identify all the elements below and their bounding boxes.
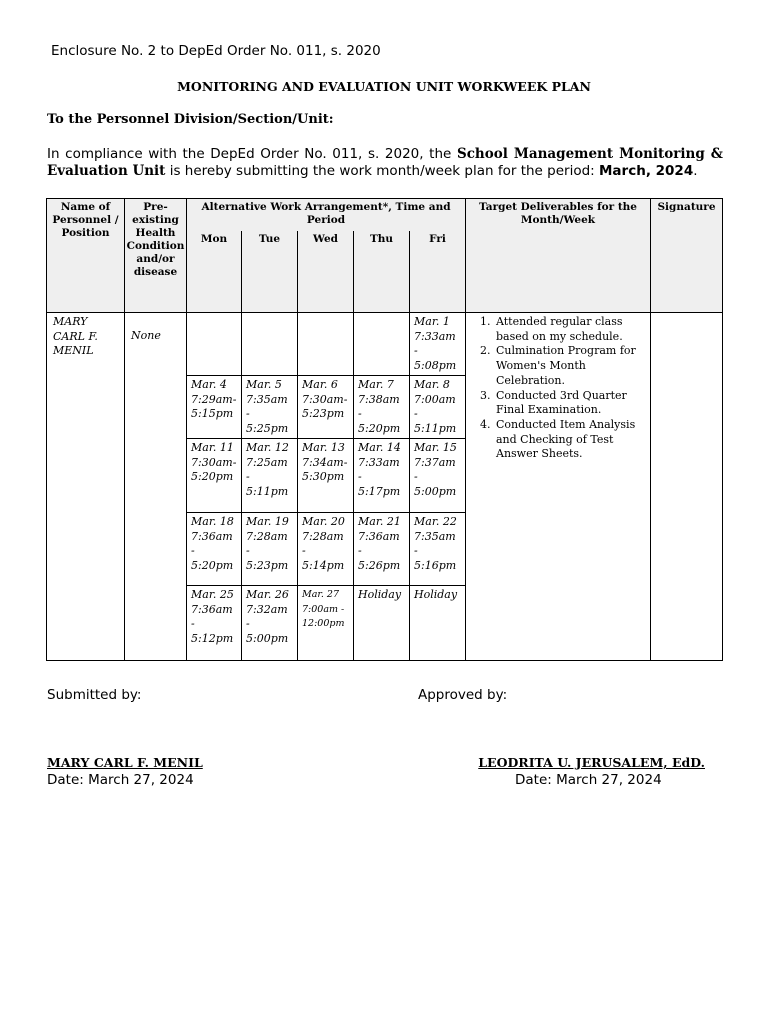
week2-wed: Mar. 6 7:30am-5:23pm: [298, 376, 354, 439]
approver-date: Date: March 27, 2024: [515, 772, 662, 788]
header-name-position: Name of Personnel / Position: [47, 199, 125, 313]
header-day-thu: Thu: [354, 231, 410, 313]
week4-tue: Mar. 19 7:28am - 5:23pm: [242, 513, 298, 586]
week4-mon: Mar. 18 7:36am - 5:20pm: [187, 513, 242, 586]
deliverable-item: 1. Attended regular class based on my schedule.: [494, 315, 646, 344]
intro-paragraph-line1: [47, 146, 723, 163]
document-title: MONITORING AND EVALUATION UNIT WORKWEEK PLAN: [177, 79, 591, 94]
week2-mon: Mar. 4 7:29am-5:15pm: [187, 376, 242, 439]
intro-paragraph-line2: [47, 163, 698, 180]
approver-name: LEODRITA U. JERUSALEM, EdD.: [478, 755, 705, 770]
workweek-plan-table: [46, 198, 723, 661]
week1-mon: [187, 313, 242, 376]
week5-wed: Mar. 27 7:00am - 12:00pm: [298, 586, 354, 661]
header-signature: Signature: [651, 199, 723, 313]
week4-thu: Mar. 21 7:36am - 5:26pm: [354, 513, 410, 586]
week2-thu: Mar. 7 7:38am - 5:20pm: [354, 376, 410, 439]
submitter-name: MARY CARL F. MENIL: [47, 755, 203, 770]
deliverables-cell: [466, 313, 651, 661]
health-condition: None: [125, 313, 187, 661]
header-day-mon: Mon: [187, 231, 242, 313]
week1-tue: [242, 313, 298, 376]
week2-fri: Mar. 8 7:00am - 5:11pm: [410, 376, 466, 439]
header-deliverables: Target Deliverables for the Month/Week: [466, 199, 651, 313]
addressee-line: To the Personnel Division/Section/Unit:: [47, 112, 334, 127]
week3-fri: Mar. 15 7:37am - 5:00pm: [410, 439, 466, 513]
week1-thu: [354, 313, 410, 376]
personnel-name: MARY CARL F. MENIL: [47, 313, 125, 661]
header-day-tue: Tue: [242, 231, 298, 313]
week4-wed: Mar. 20 7:28am - 5:14pm: [298, 513, 354, 586]
week4-fri: Mar. 22 7:35am - 5:16pm: [410, 513, 466, 586]
week3-tue: Mar. 12 7:25am - 5:11pm: [242, 439, 298, 513]
week3-mon: Mar. 11 7:30am-5:20pm: [187, 439, 242, 513]
header-day-fri: Fri: [410, 231, 466, 313]
week2-tue: Mar. 5 7:35am - 5:25pm: [242, 376, 298, 439]
deliverable-item: 2. Culmination Program for Women's Month Celebration.: [494, 344, 646, 388]
submitted-by-label: Submitted by:: [47, 687, 142, 703]
intro-end: .: [693, 163, 698, 179]
enclosure-note: Enclosure No. 2 to DepEd Order No. 011, s. 2020: [51, 43, 381, 59]
unit-name-part1: School Management Monitoring &: [456, 146, 723, 162]
deliverables-list: [470, 315, 646, 462]
deliverable-item: 4. Conducted Item Analysis and Checking of Test Answer Sheets.: [494, 418, 646, 462]
week5-tue: Mar. 26 7:32am - 5:00pm: [242, 586, 298, 661]
header-day-wed: Wed: [298, 231, 354, 313]
approved-by-label: Approved by:: [418, 687, 508, 703]
week3-thu: Mar. 14 7:33am - 5:17pm: [354, 439, 410, 513]
week1-fri: Mar. 1 7:33am - 5:08pm: [410, 313, 466, 376]
period-value: March, 2024: [599, 163, 694, 179]
intro-text: In compliance with the DepEd Order No. 011, s. 2020, the: [47, 146, 457, 162]
deliverable-item: 3. Conducted 3rd Quarter Final Examination.: [494, 389, 646, 418]
week1-wed: [298, 313, 354, 376]
header-work-arrangement: Alternative Work Arrangement*, Time and Period: [187, 199, 466, 231]
week5-fri: Holiday: [410, 586, 466, 661]
submitter-date: Date: March 27, 2024: [47, 772, 194, 788]
signature-cell: [651, 313, 723, 661]
week5-mon: Mar. 25 7:36am - 5:12pm: [187, 586, 242, 661]
intro-text-continued: is hereby submitting the work month/week plan for the period:: [165, 163, 599, 179]
week5-thu: Holiday: [354, 586, 410, 661]
week3-wed: Mar. 13 7:34am-5:30pm: [298, 439, 354, 513]
unit-name-part2: Evaluation Unit: [47, 163, 166, 179]
header-health-condition: Pre-existing Health Condition and/or disease: [125, 199, 187, 313]
